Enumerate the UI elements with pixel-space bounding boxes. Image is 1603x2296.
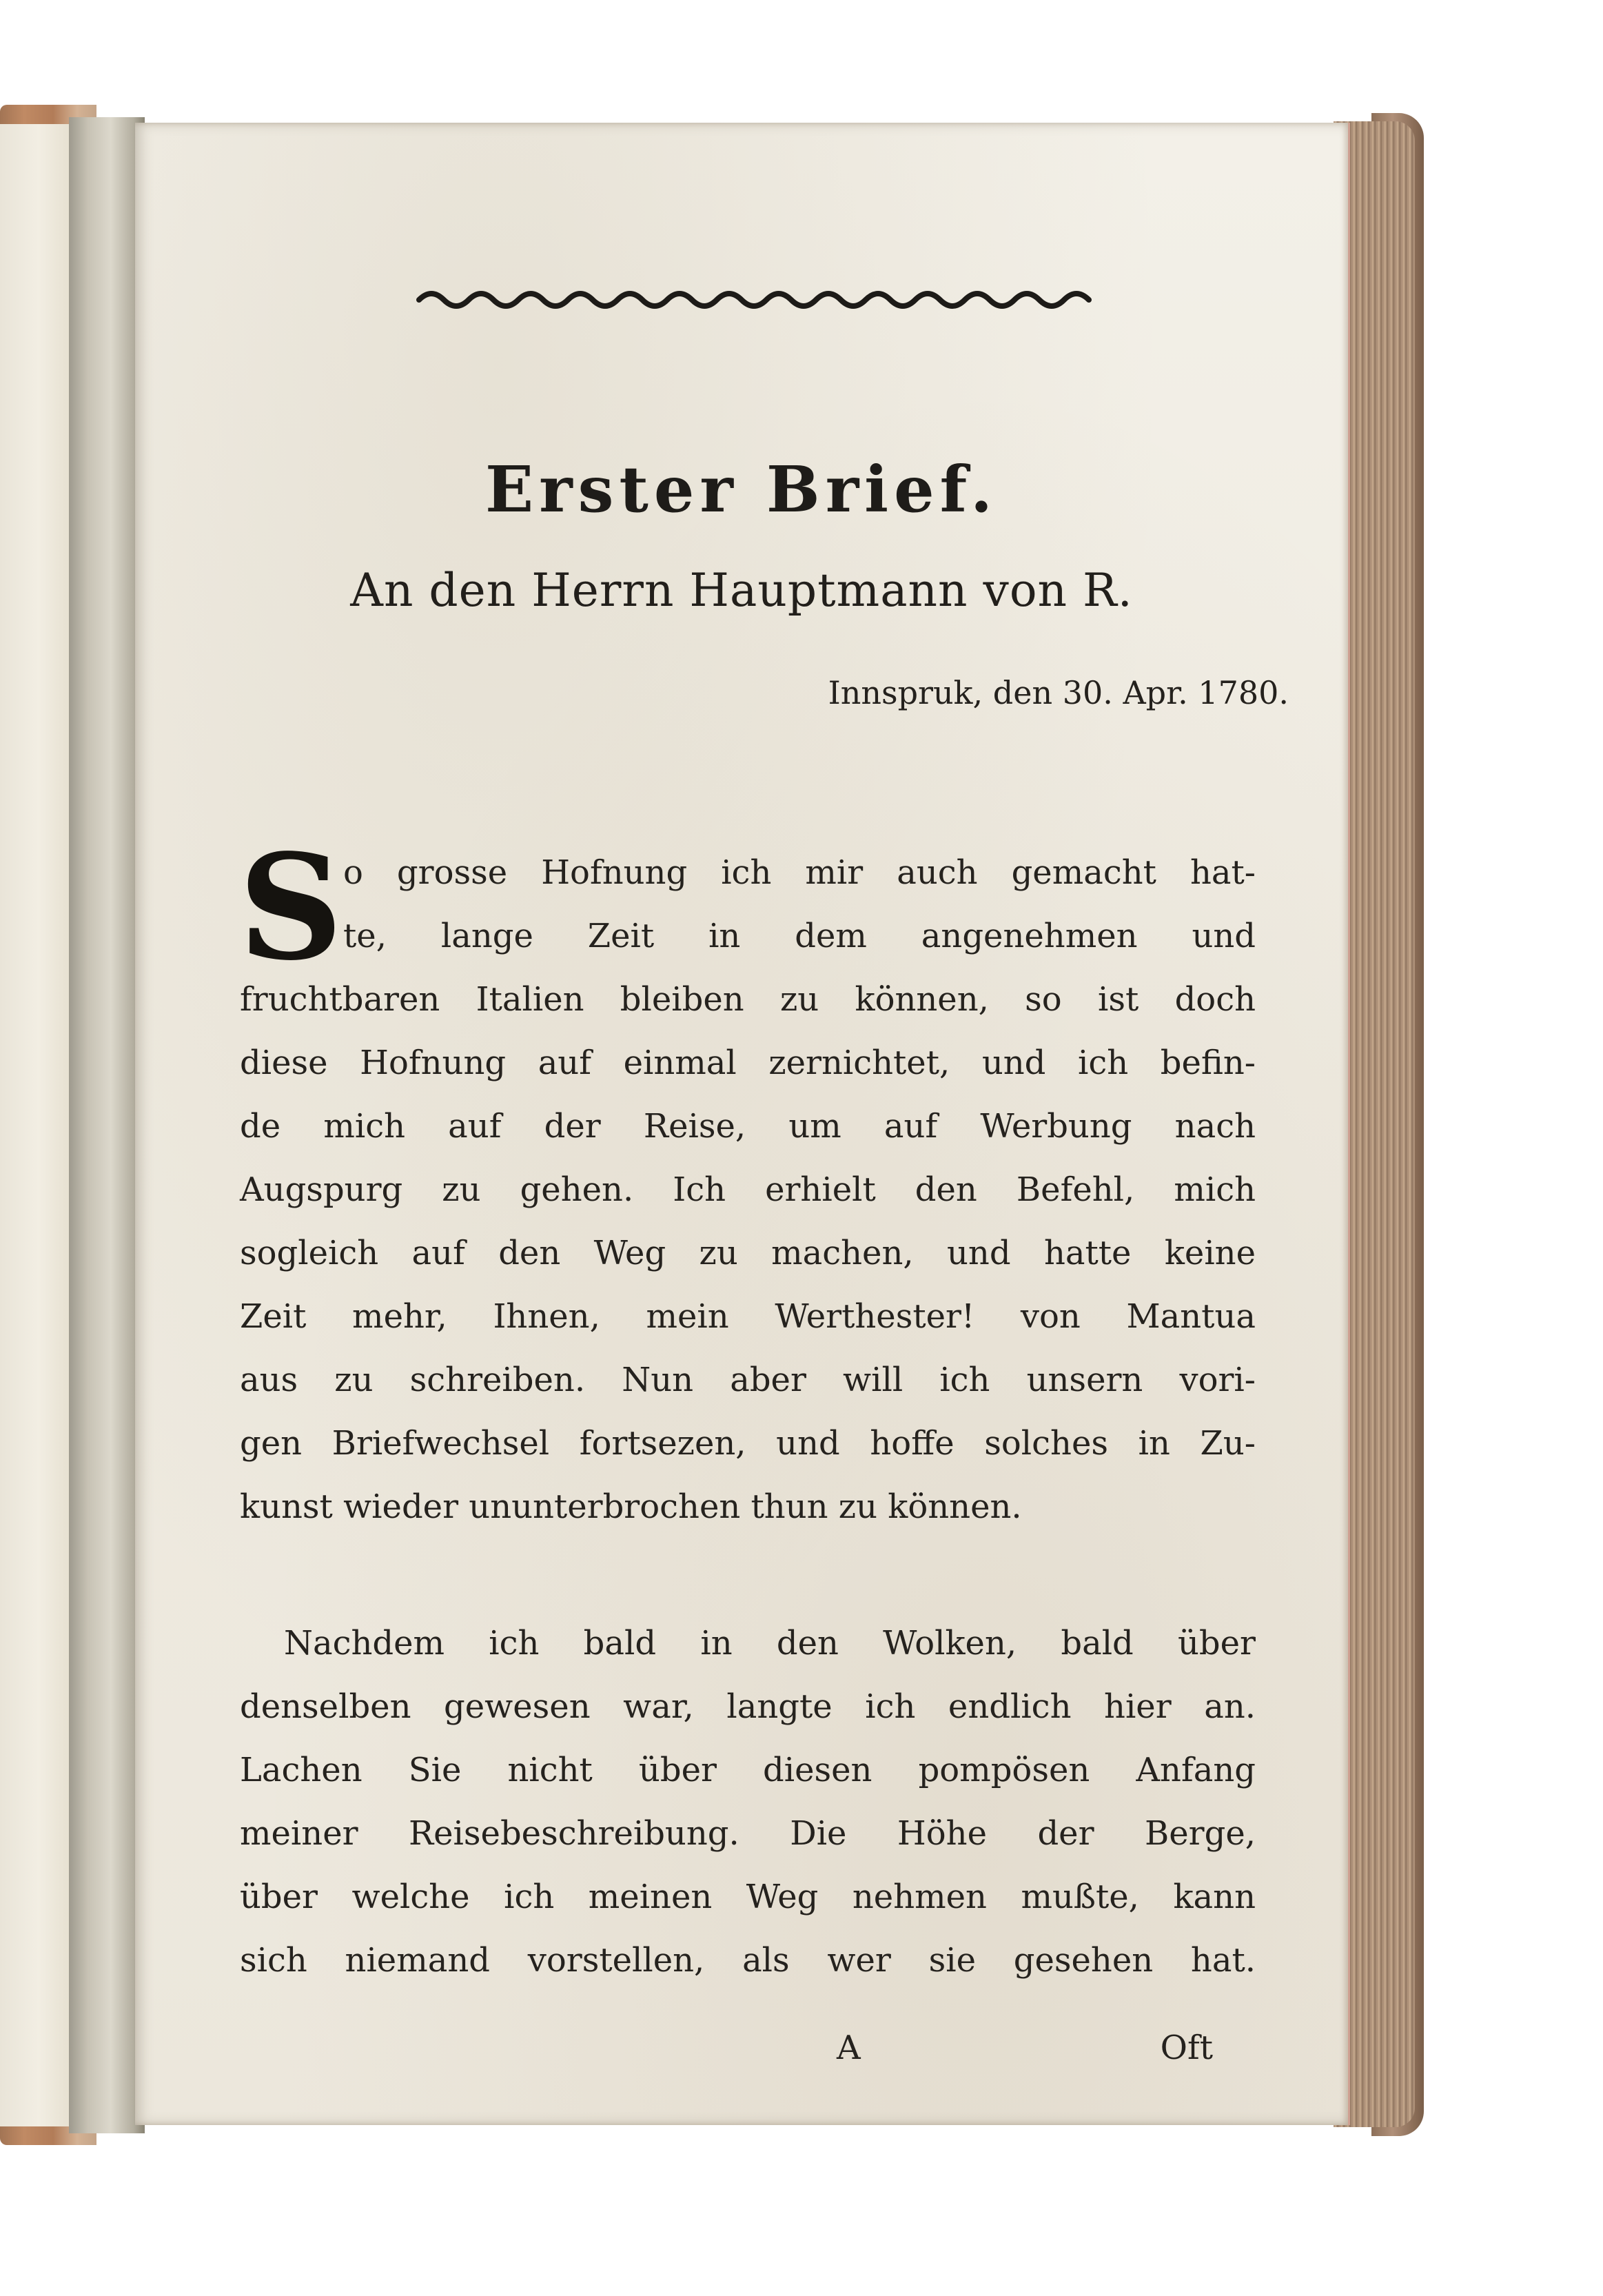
left-page-edge xyxy=(0,124,77,2126)
text-line: Lachen Sie nicht über diesen pompösen Anfang xyxy=(240,1751,1256,1789)
text-line: meiner Reisebeschreibung. Die Höhe der Berge, xyxy=(240,1814,1256,1853)
drop-cap: S xyxy=(238,822,343,993)
text-line: fruchtbaren Italien bleiben zu können, so ist doch xyxy=(240,980,1256,1019)
text-line: de mich auf der Reise, um auf Werbung nach xyxy=(240,1107,1256,1146)
text-line: o grosse Hofnung ich mir auch gemacht hat- xyxy=(343,853,1256,892)
paragraph-2 xyxy=(240,1612,1256,1992)
text-line: denselben gewesen war, langte ich endlich hier an. xyxy=(240,1687,1256,1726)
right-page xyxy=(135,123,1350,2125)
catchword: Oft xyxy=(1160,2029,1213,2067)
signature-mark: A xyxy=(837,2029,861,2067)
book-gutter xyxy=(69,117,145,2133)
letter-addressee: An den Herrn Hauptmann von R. xyxy=(350,564,1133,617)
paragraph-1 xyxy=(240,841,1256,1538)
letter-dateline: Innspruk, den 30. Apr. 1780. xyxy=(828,674,1289,711)
text-line: diese Hofnung auf einmal zernichtet, und ich befin- xyxy=(240,1044,1256,1082)
text-line: Zeit mehr, Ihnen, mein Werthester! von Mantua xyxy=(240,1297,1256,1336)
text-line: gen Briefwechsel fortsezen, und hoffe solches in Zu- xyxy=(240,1424,1256,1463)
letter-title: Erster Brief. xyxy=(485,452,998,527)
text-line: Nachdem ich bald in den Wolken, bald über xyxy=(284,1624,1256,1663)
book xyxy=(0,96,1433,2151)
text-line: sogleich auf den Weg zu machen, und hatte keine xyxy=(240,1234,1256,1272)
text-line: über welche ich meinen Weg nehmen mußte, kann xyxy=(240,1878,1256,1916)
text-line: aus zu schreiben. Nun aber will ich unsern vori- xyxy=(240,1361,1256,1399)
text-line: sich niemand vorstellen, als wer sie gesehen hat. xyxy=(240,1941,1256,1980)
text-line: kunst wieder ununterbrochen thun zu können. xyxy=(240,1487,1022,1526)
text-line: te, lange Zeit in dem angenehmen und xyxy=(343,917,1256,955)
text-line: Augspurg zu gehen. Ich erhielt den Befehl, mich xyxy=(240,1170,1256,1209)
ornamental-rule xyxy=(415,286,1111,314)
